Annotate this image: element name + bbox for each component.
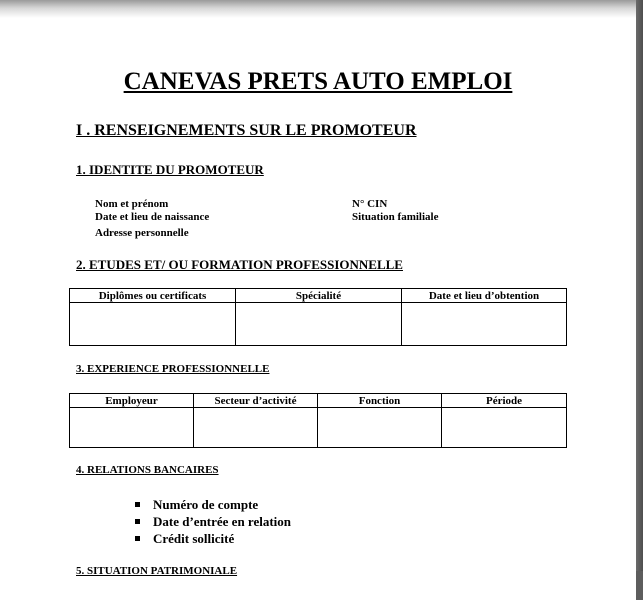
column-header: Période [442,394,567,408]
table-header-row [70,394,567,408]
table-cell[interactable] [70,408,194,448]
bullet-square-icon [135,536,140,541]
table-row [70,408,567,448]
column-header: Fonction [318,394,442,408]
column-header: Secteur d’activité [194,394,318,408]
column-header: Diplômes ou certificats [70,289,236,303]
list-item: Date d’entrée en relation [132,513,291,530]
bullet-square-icon [135,502,140,507]
section-heading-promoteur: I . RENSEIGNEMENTS SUR LE PROMOTEUR [76,122,417,139]
table-header-row [70,289,567,303]
table-cell[interactable] [236,303,402,346]
bullet-square-icon [135,519,140,524]
cin-label: N° CIN [352,198,388,210]
table-cell[interactable] [442,408,567,448]
table-cell[interactable] [194,408,318,448]
relations-list [132,496,291,547]
identite-heading: 1. IDENTITE DU PROMOTEUR [76,162,264,177]
table-cell[interactable] [70,303,236,346]
etudes-table [69,288,567,346]
nom-label: Nom et prénom [95,198,169,210]
viewer-top-shadow [0,0,643,18]
document-title: CANEVAS PRETS AUTO EMPLOI [123,68,513,95]
list-item: Crédit sollicité [132,530,291,547]
column-header: Spécialité [236,289,402,303]
list-item: Numéro de compte [132,496,291,513]
table-row [70,303,567,346]
experience-heading: 3. EXPERIENCE PROFESSIONNELLE [76,363,270,375]
relations-heading: 4. RELATIONS BANCAIRES [76,464,219,476]
situation-patrimoniale-heading: 5. SITUATION PATRIMONIALE [76,565,238,577]
column-header: Employeur [70,394,194,408]
table-cell[interactable] [402,303,567,346]
viewer-side-scrollbar[interactable] [636,0,643,571]
situation-label: Situation familiale [352,211,439,223]
etudes-heading: 2. ETUDES ET/ OU FORMATION PROFESSIONNELLE [76,257,403,272]
adresse-label: Adresse personnelle [95,227,189,239]
table-cell[interactable] [318,408,442,448]
column-header: Date et lieu d’obtention [402,289,567,303]
date-lieu-label: Date et lieu de naissance [95,211,210,223]
experience-table [69,393,567,448]
